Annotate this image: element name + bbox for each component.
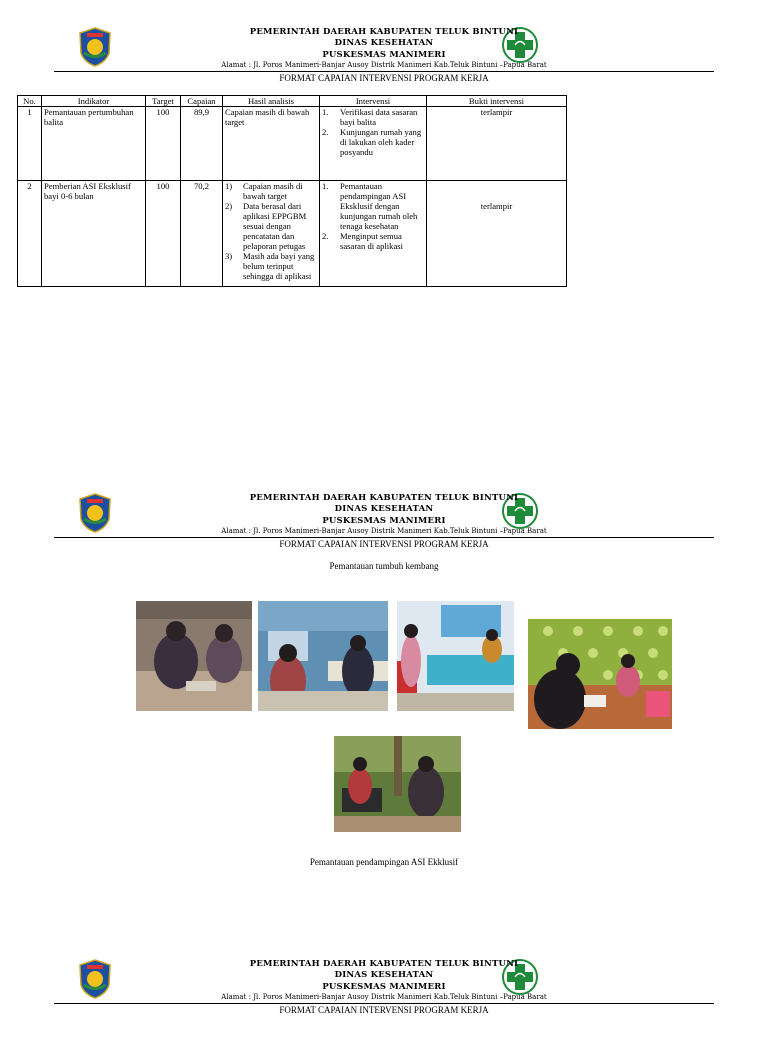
header-address: Alamat : Jl. Poros Manimeri-Banjar Ausoy Distrik Manimeri Kab.Teluk Bintuni –Papua Barat	[221, 993, 547, 1001]
table-row	[18, 181, 567, 287]
header-line-1: PEMERINTAH DAERAH KABUPATEN TELUK BINTUNI	[249, 959, 519, 969]
row-indikator: Pemantauan pertumbuhan balita	[42, 107, 146, 181]
row-capaian: 70,2	[181, 181, 223, 287]
header-address: Alamat : Jl. Poros Manimeri-Banjar Ausoy Distrik Manimeri Kab.Teluk Bintuni –Papua Barat	[221, 61, 547, 69]
photo-home-visit	[136, 601, 252, 711]
format-title: FORMAT CAPAIAN INTERVENSI PROGRAM KERJA	[279, 73, 489, 83]
header-line-1: PEMERINTAH DAERAH KABUPATEN TELUK BINTUNI	[249, 27, 519, 37]
table-header-row	[18, 96, 567, 107]
list-item: 1. Pemantauan pendampingan ASI Eksklusif dengan kunjungan rumah oleh tenaga kesehatan	[322, 181, 418, 231]
header-line-2: DINAS KESEHATAN	[334, 970, 434, 980]
header-address: Alamat : Jl. Poros Manimeri-Banjar Ausoy Distrik Manimeri Kab.Teluk Bintuni –Papua Barat	[221, 527, 547, 535]
col-header: Indikator	[42, 96, 146, 107]
col-header: Bukti intervensi	[427, 96, 567, 107]
row-target: 100	[146, 181, 181, 287]
list-item: 2. Kunjungan rumah yang di lakukan oleh kader posyandu	[322, 127, 422, 157]
list-item: 1) Capaian masih di bawah target	[225, 181, 303, 201]
header-rule	[54, 71, 714, 72]
table-row	[18, 107, 567, 181]
header-line-3: PUSKESMAS MANIMERI	[322, 516, 446, 526]
list-item: 1. Verifikasi data sasaran bayi balita	[322, 107, 418, 127]
row-indikator: Pemberian ASI Eksklusif bayi 0-6 bulan	[42, 181, 146, 287]
col-header: Hasil analisis	[223, 96, 320, 107]
row-bukti: terlampir	[427, 107, 567, 181]
letterhead-3	[0, 959, 768, 1039]
photo-mother-infant	[528, 619, 672, 729]
row-hasil-analisis	[223, 181, 320, 287]
header-rule	[54, 1003, 714, 1004]
header-line-2: DINAS KESEHATAN	[334, 38, 434, 48]
achievement-table	[17, 95, 567, 287]
header-line-2: DINAS KESEHATAN	[334, 504, 434, 514]
col-header: Target	[146, 96, 181, 107]
list-item: 3) Masih ada bayi yang belum terinput sehingga di aplikasi	[225, 251, 315, 281]
col-header: Intervensi	[320, 96, 427, 107]
row-target: 100	[146, 107, 181, 181]
header-line-3: PUSKESMAS MANIMERI	[322, 50, 446, 60]
col-header: Capaian	[181, 96, 223, 107]
row-no: 1	[18, 107, 42, 181]
row-capaian: 89,9	[181, 107, 223, 181]
photo-posyandu-session	[258, 601, 388, 711]
format-title: FORMAT CAPAIAN INTERVENSI PROGRAM KERJA	[279, 1005, 489, 1015]
list-item: 2) Data berasal dari aplikasi EPPGBM sesuai dengan pencatatan dan pelaporan petugas	[225, 201, 307, 251]
list-item: 2. Menginput semua sasaran di aplikasi	[322, 231, 404, 251]
row-no: 2	[18, 181, 42, 287]
header-line-3: PUSKESMAS MANIMERI	[322, 982, 446, 992]
caption-breastfeeding-monitoring: Pemantauan pendampingan ASI Ekklusif	[309, 857, 459, 867]
header-rule	[54, 537, 714, 538]
photo-clinic-desk	[397, 601, 514, 711]
caption-growth-monitoring: Pemantauan tumbuh kembang	[329, 561, 439, 571]
row-intervensi	[320, 181, 427, 287]
col-header: No.	[18, 96, 42, 107]
header-line-1: PEMERINTAH DAERAH KABUPATEN TELUK BINTUNI	[249, 493, 519, 503]
row-bukti: terlampir	[427, 181, 567, 287]
row-intervensi	[320, 107, 427, 181]
row-hasil-analisis: Capaian masih di bawah target	[223, 107, 320, 181]
format-title: FORMAT CAPAIAN INTERVENSI PROGRAM KERJA	[279, 539, 489, 549]
photo-outdoor-data-entry	[334, 736, 461, 832]
